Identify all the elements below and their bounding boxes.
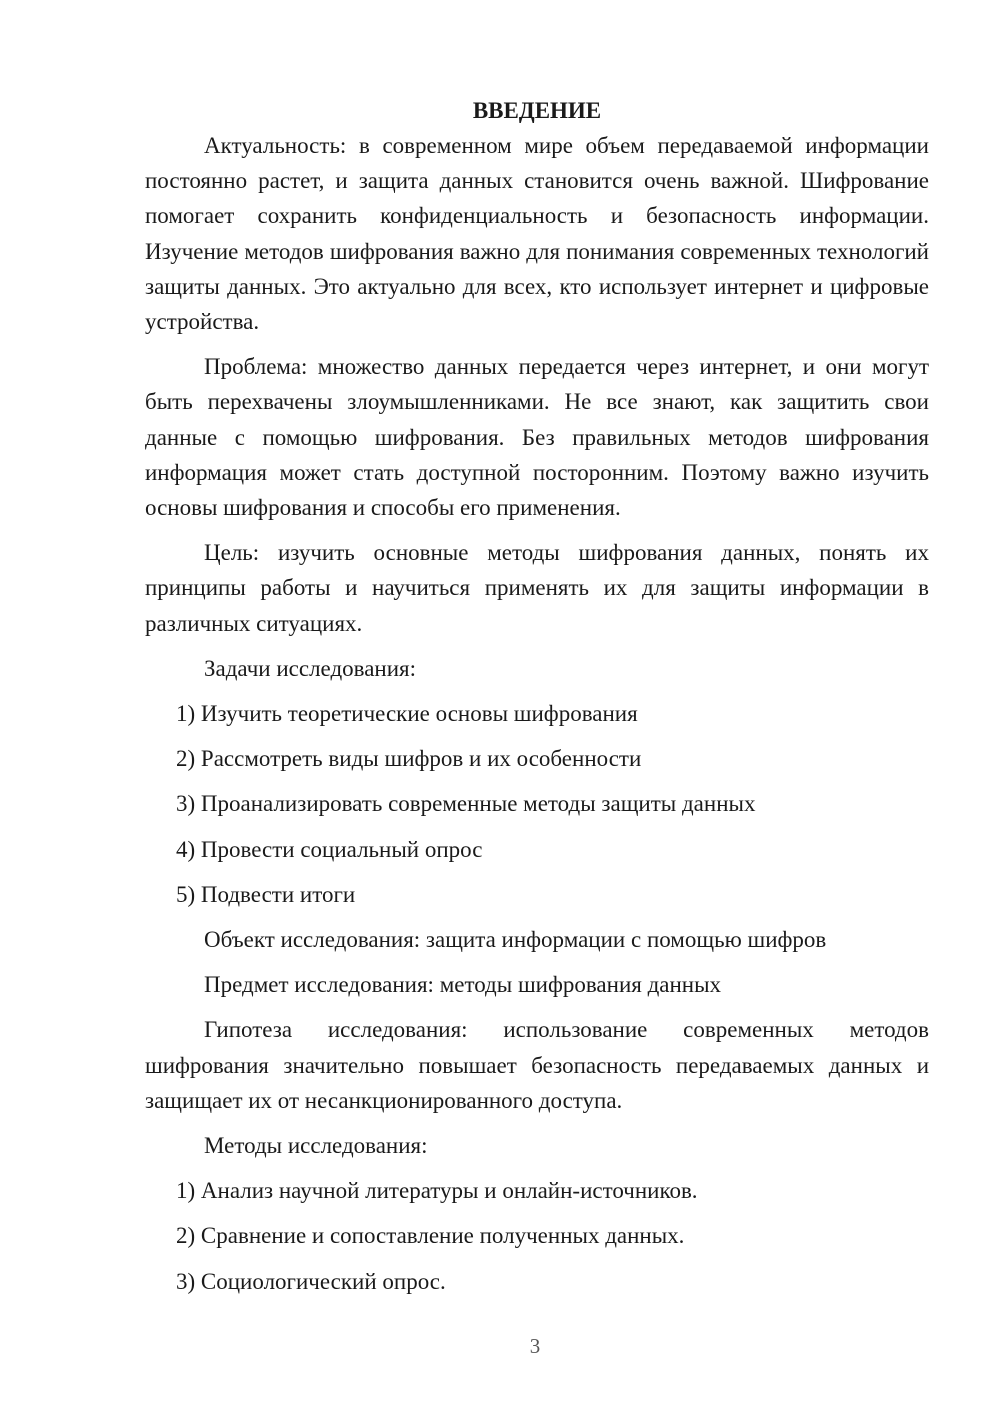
tasks-list xyxy=(145,696,929,912)
list-item: 2) Рассмотреть виды шифров и их особенности xyxy=(176,746,642,772)
list-item: 1) Анализ научной литературы и онлайн-источников. xyxy=(176,1178,698,1204)
object-line: Объект исследования: защита информации с помощью шифров xyxy=(204,927,827,953)
relevance-paragraph: Актуальность: в современном мире объем передаваемой информации постоянно растет, и защита данных становится очень важной. Шифрование помогает сохранить конфиденциальность и безопасность информации. Изучение методов шифрования важно для понимания современных технологий защиты данных. Это актуально для всех, кто использует интернет и цифровые устройства. xyxy=(145,133,929,335)
list-item: 2) Сравнение и сопоставление полученных данных. xyxy=(176,1223,685,1249)
list-item: 1) Изучить теоретические основы шифрования xyxy=(176,701,638,727)
goal-paragraph: Цель: изучить основные методы шифрования данных, понять их принципы работы и научиться применять их для защиты информации в различных ситуациях. xyxy=(145,540,929,636)
section-title: ВВЕДЕНИЕ xyxy=(472,98,602,123)
subject-line: Предмет исследования: методы шифрования данных xyxy=(204,972,722,998)
methods-heading: Методы исследования: xyxy=(204,1133,428,1159)
list-item: 3) Социологический опрос. xyxy=(176,1268,446,1294)
list-item: 5) Подвести итоги xyxy=(176,881,356,907)
hypothesis-paragraph: Гипотеза исследования: использование современных методов шифрования значительно повышает безопасность передаваемых данных и защищает их от несанкционированного доступа. xyxy=(145,1017,929,1113)
document-page xyxy=(145,94,929,1299)
problem-paragraph: Проблема: множество данных передается через интернет, и они могут быть перехвачены злоумышленниками. Не все знают, как защитить свои данные с помощью шифрования. Без правильных методов шифрования информация может стать доступной посторонним. Поэтому важно изучить основы шифрования и способы его применения. xyxy=(145,354,929,521)
list-item: 3) Проанализировать современные методы защиты данных xyxy=(176,791,756,817)
page-number: 3 xyxy=(529,1334,541,1358)
methods-list xyxy=(145,1173,929,1299)
list-item: 4) Провести социальный опрос xyxy=(176,836,483,862)
tasks-heading: Задачи исследования: xyxy=(204,655,417,681)
